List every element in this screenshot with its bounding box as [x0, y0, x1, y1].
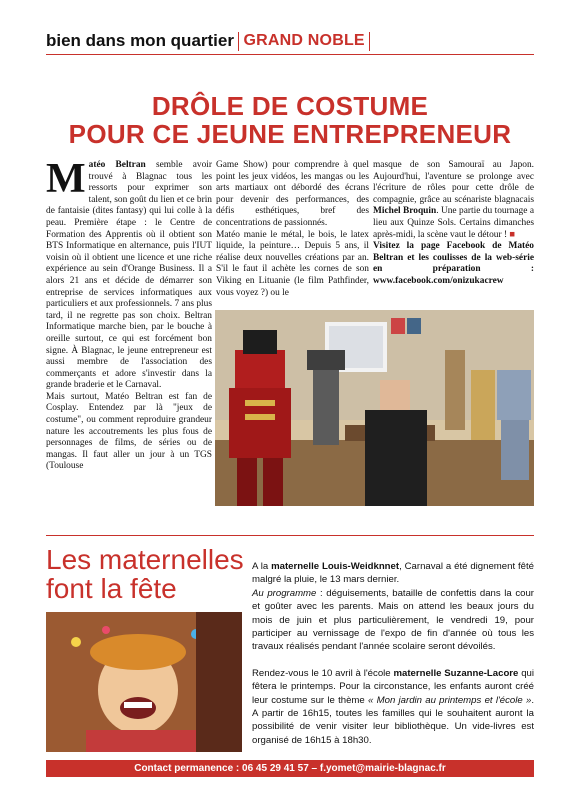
- paragraph-text: masque de son Samouraï au Japon. Aujourd'hui, l'aventure se prolonge avec l'écriture de rôles pour cette drôle de compagnie, grâce au scénariste blagnacais: [373, 160, 534, 205]
- article-title-line1: DRÔLE DE COSTUME: [151, 91, 429, 121]
- person-name: atéo Beltran: [88, 160, 146, 170]
- cosplay-photo-illustration: [215, 310, 534, 506]
- facebook-callout: [373, 241, 534, 287]
- paragraph-text: qui fêtera le printemps. Pour la circonstance, les enfants auront créé leur costume sur le thème: [252, 667, 535, 706]
- section-paragraph-1: [252, 560, 534, 587]
- article-column-3: [373, 160, 534, 288]
- article-paragraph-2: Mais surtout, Matéo Beltran est fan de Cosplay. Entendez par là "jeux de costume", ou comment reproduire grandeur nature les accoutrements les plus fous de personnages de films, de séries ou de mangas. Il faut aller un jour à un TGS (Toulouse: [46, 391, 212, 472]
- paragraph-text: semble avoir trouvé à Blagnac tous les ressorts pour exprimer son talent, son goût du lien et ce brin de fantaisie (dites fantasy) qui lui colle à la peau. Première étape : le Centre de Formation des Apprentis où il obtient son BTS Informatique en alternance, puis l'IUT voisin où il obtient une licence et une riche expérience au sein d'Orange Business. Il a alors 21 ans et décide de démarrer son entreprise de services informatiques aux particuliers et aux professionnels. 7 ans plus tard, il ne regrette pas son choix. Beltran Informatique marche bien, par le bouche à oreille surtout, ce qui est forcément bon signe. À Blagnac, le jeune entrepreneur est aussi membre de l'association des commerçants et adore s'investir dans la grande braderie et le Carnaval.: [46, 160, 212, 391]
- header-divider-end: [369, 32, 371, 51]
- header-divider: [238, 32, 240, 51]
- district-name: GRAND NOBLE: [243, 32, 365, 49]
- article-column-1: [46, 156, 212, 473]
- section-name: bien dans mon quartier: [46, 31, 234, 50]
- program-label: Au programme: [252, 587, 317, 599]
- section-rule: [46, 535, 534, 536]
- section-title: [46, 545, 246, 603]
- article-paragraph-1: [46, 156, 212, 392]
- section-text: [252, 560, 534, 747]
- section-paragraph-3: [252, 667, 534, 747]
- paragraph-text: , Carnaval a été dignement fêté malgré la pluie, le 13 mars dernier.: [252, 561, 534, 586]
- article-column-2: [216, 160, 369, 299]
- section-title-line1: Les maternelles: [46, 544, 244, 575]
- paragraph-text: : déguisements, bataille de confettis dans la cour et goûter avec les parents. Mais on attend les beaux jours du mois de juin et plus particulièrement, le vendredi 19, pour participer au vernissage de l'expo de fin d'année où tous les travaux réalisés pendant l'année scolaire seront dévoilés.: [252, 587, 534, 653]
- section-header: [46, 30, 374, 52]
- article-paragraph-3: Game Show) pour comprendre à quel point les jeux vidéos, les mangas ou les arts martiaux ont débordé des écrans pour devenir des performances, des défis esthétiques, bref des concentrations de passionnés.: [216, 160, 369, 228]
- facebook-callout-text: Visitez la page Facebook de Matéo Beltran et les coulisses de la web-série en préparation : www.facebook.com/onizukacrew: [373, 241, 534, 286]
- school-name-2: maternelle Suzanne-Lacore: [393, 667, 519, 679]
- section-title-line2: font la fête: [46, 573, 177, 604]
- article-title: [46, 92, 534, 148]
- kindergarten-carnival-photo: [46, 612, 242, 752]
- end-mark: ■: [509, 229, 516, 240]
- paragraph-text: Rendez-vous le 10 avril à l'école: [252, 667, 394, 679]
- theme-title: « Mon jardin au printemps et l'école »: [368, 694, 532, 706]
- section-paragraph-2: [252, 587, 534, 654]
- article-paragraph-5: [373, 160, 534, 241]
- contact-banner: Contact permanence : 06 45 29 41 57 – f.yomet@mairie-blagnac.fr: [46, 760, 534, 777]
- school-name-1: maternelle Louis-Weidknnet: [271, 561, 400, 572]
- carnival-photo-illustration: [46, 612, 242, 752]
- screenwriter-name: Michel Broquin: [373, 206, 437, 217]
- cosplay-workshop-photo: [215, 310, 534, 506]
- paragraph-text: A la: [252, 561, 272, 572]
- paragraph-gap: [252, 654, 534, 667]
- article-title-line2: POUR CE JEUNE ENTREPRENEUR: [68, 119, 512, 149]
- drop-cap: M: [46, 156, 86, 202]
- paragraph-text: . A partir de 16h15, toutes les familles qui le souhaitent auront la possibilité de venir visiter leur bibliothèque. Un vide-livres est organisé de 16h15 à 18h30.: [252, 694, 534, 746]
- paragraph-text: . Une partie du tournage a lieu aux Quinze Sols. Certains dimanches après-midi, la scène vaut le détour !: [373, 206, 534, 240]
- article-paragraph-4: Matéo manie le métal, le bois, le latex liquide, la peinture… Depuis 5 ans, il réalise deux nouvelles créations par an. S'il le faut il achète les cornes de son Viking en Lituanie (le film Pathfinder, vous voyez ?) ou le: [216, 229, 369, 298]
- header-rule: [46, 54, 534, 55]
